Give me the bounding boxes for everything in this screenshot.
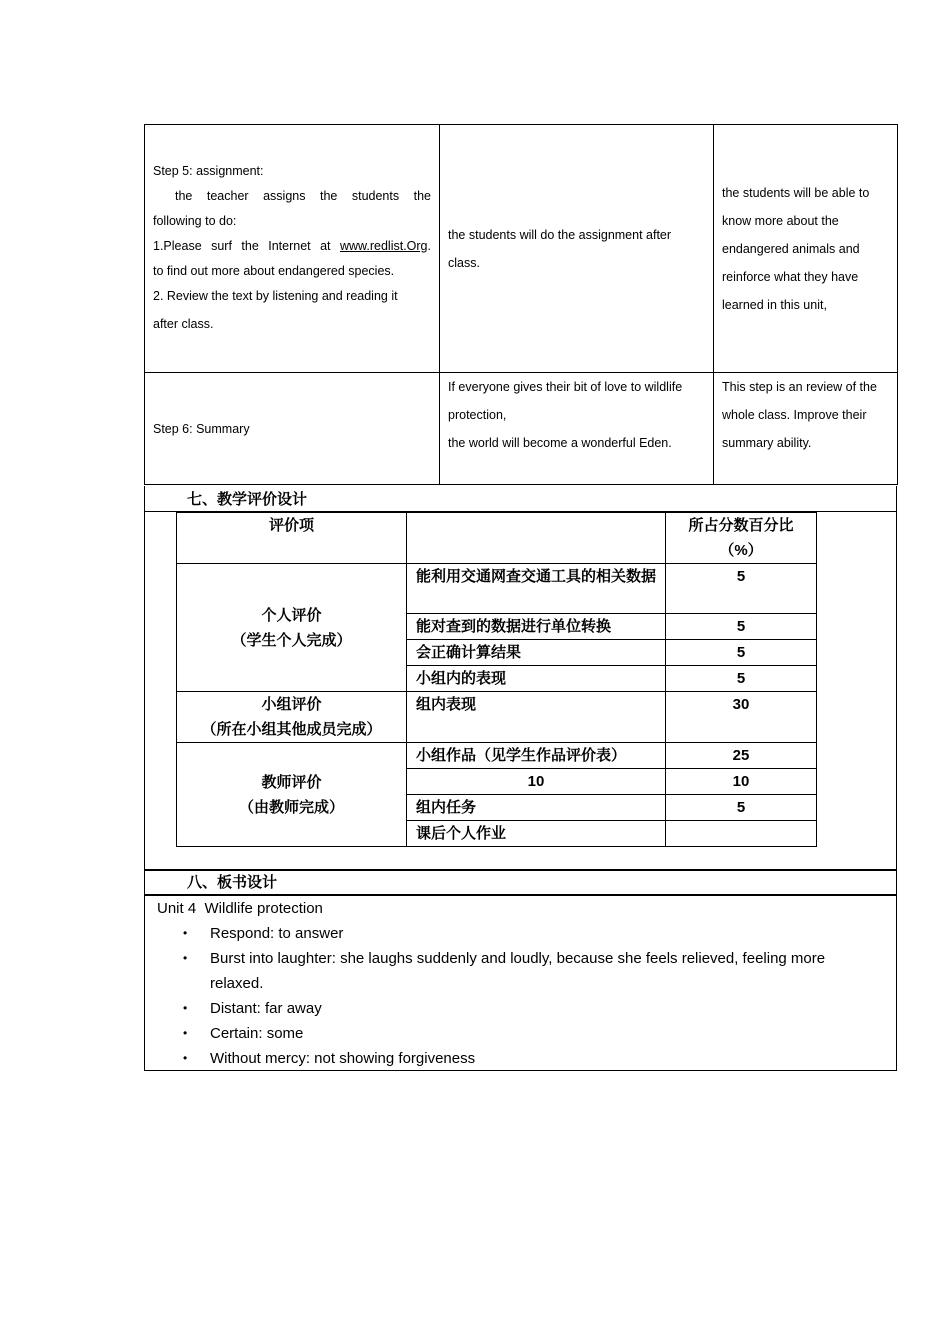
eval-percent-cell — [666, 821, 817, 847]
list-item-text: Distant: far away — [210, 1000, 322, 1017]
redlist-link[interactable]: www.redlist.Org — [339, 238, 428, 253]
step6-purpose-text: This step is an review of the whole class. Improve their summary ability. — [722, 380, 877, 450]
bullet-icon: • — [183, 951, 188, 965]
section7-title: 七、教学评价设计 — [187, 491, 308, 508]
step5-students-text: the students will do the assignment after class. — [448, 227, 672, 270]
step5-line5: 2. Review the text by listening and reading it — [153, 288, 398, 303]
eval-content-cell: 组内表现 — [407, 692, 666, 743]
eval-header-row — [177, 513, 817, 564]
eval-percent-cell: 5 — [666, 795, 817, 821]
eval-percent-cell: 5 — [666, 666, 817, 692]
eval-percent-cell: 5 — [666, 564, 817, 614]
eval-personal-label: 个人评价 — [261, 606, 322, 624]
step5-purpose-cell — [714, 125, 898, 373]
list-item-text: Certain: some — [210, 1025, 304, 1042]
eval-percent-cell: 10 — [666, 769, 817, 795]
table-row — [177, 564, 817, 614]
list-item-text: Burst into laughter: she laughs suddenly and loudly, because she feels relieved, feeling more relaxed. — [210, 950, 826, 992]
eval-header-content — [407, 513, 666, 564]
eval-group-label: 小组评价 — [261, 696, 322, 713]
eval-percent-cell: 5 — [666, 640, 817, 666]
eval-percent-cell: 25 — [666, 743, 817, 769]
board-list — [157, 921, 850, 1071]
step5-line6: after class. — [153, 316, 214, 331]
list-item — [157, 1046, 850, 1071]
step6-students-cell — [440, 373, 714, 485]
eval-personal-label-cell — [177, 564, 407, 692]
step5-procedure-cell — [145, 125, 440, 373]
step5-line3 — [153, 234, 431, 259]
eval-group-sub: （所在小组其他成员完成） — [201, 721, 382, 738]
eval-content-cell: 能利用交通网查交通工具的相关数据 — [407, 564, 666, 614]
list-item — [157, 996, 850, 1021]
eval-content-cell: 小组内的表现 — [407, 666, 666, 692]
bullet-icon: • — [183, 1051, 188, 1065]
eval-header-percent: 所占分数百分比（%） — [666, 513, 817, 564]
eval-content-cell: 小组作品（见学生作品评价表） — [407, 743, 666, 769]
list-item-text: Respond: to answer — [210, 925, 344, 942]
step5-line1: the teacher assigns the students the — [175, 188, 431, 203]
eval-teacher-sub: （由教师完成） — [238, 798, 344, 816]
step5-line3-suffix: . — [427, 238, 431, 253]
step6-procedure-cell — [145, 373, 440, 485]
teaching-steps-table — [144, 124, 898, 485]
list-item — [157, 946, 850, 996]
eval-teacher-label-cell — [177, 743, 407, 847]
eval-content-cell: 10 — [407, 769, 666, 795]
eval-header-item: 评价项 — [177, 513, 407, 564]
list-item — [157, 921, 850, 946]
eval-content-cell: 课后个人作业 — [407, 821, 666, 847]
step5-purpose-text: the students will be able to know more about the endangered animals and reinforce what they have learned in this unit, — [722, 185, 870, 312]
step5-title: Step 5: assignment: — [153, 163, 264, 178]
eval-content-cell: 组内任务 — [407, 795, 666, 821]
bullet-icon: • — [183, 926, 188, 940]
bullet-icon: • — [183, 1001, 188, 1015]
eval-content-cell: 能对查到的数据进行单位转换 — [407, 614, 666, 640]
eval-teacher-label: 教师评价 — [261, 773, 322, 791]
step6-title: Step 6: Summary — [153, 421, 250, 436]
board-design — [157, 896, 850, 1071]
board-heading: Unit 4 Wildlife protection — [157, 900, 323, 917]
section8-title: 八、板书设计 — [187, 874, 278, 891]
bullet-icon: • — [183, 1026, 188, 1040]
step5-line3-prefix: 1.Please surf the Internet at — [153, 238, 340, 253]
table-row — [177, 692, 817, 743]
eval-group-label-cell — [177, 692, 407, 743]
list-item — [157, 1021, 850, 1046]
list-item-text: Without mercy: not showing forgiveness — [210, 1050, 476, 1067]
eval-personal-sub: （学生个人完成） — [231, 631, 352, 649]
evaluation-table — [176, 512, 817, 847]
table-row-step5 — [145, 125, 898, 373]
eval-percent-cell: 30 — [666, 692, 817, 743]
eval-content-cell: 会正确计算结果 — [407, 640, 666, 666]
step5-line4: to find out more about endangered species. — [153, 263, 395, 278]
table-row — [177, 743, 817, 769]
step5-line2: following to do: — [153, 213, 237, 228]
table-row-step6 — [145, 373, 898, 485]
step6-purpose-cell — [714, 373, 898, 485]
step6-students-line1: If everyone gives their bit of love to wildlife protection, — [448, 380, 683, 422]
step5-students-cell — [440, 125, 714, 373]
eval-percent-cell: 5 — [666, 614, 817, 640]
step6-students-line2: the world will become a wonderful Eden. — [448, 436, 672, 450]
